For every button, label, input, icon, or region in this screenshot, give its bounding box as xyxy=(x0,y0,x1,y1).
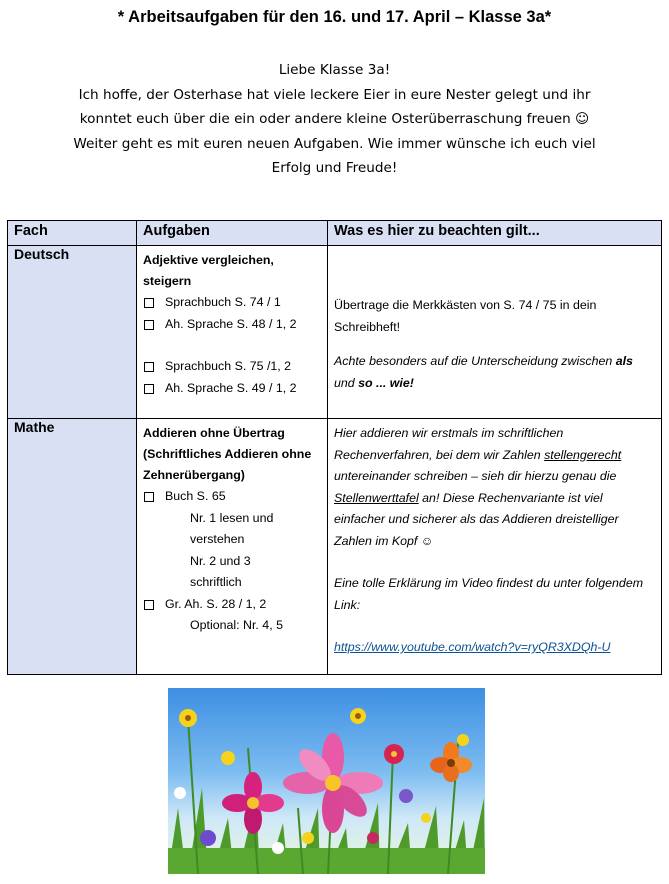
hint-text: Übertrage die Merkkästen von S. 74 / 75 in dein Schreibheft! xyxy=(334,298,597,334)
hints-deutsch xyxy=(328,246,662,419)
greeting-line: Erfolg und Freude! xyxy=(271,160,398,176)
checkbox-icon xyxy=(144,298,154,308)
checkbox-icon xyxy=(144,384,154,394)
table-row-deutsch xyxy=(8,246,662,419)
list-item: Ah. Sprache S. 49 / 1, 2 xyxy=(143,378,321,400)
hint-text: Achte besonders auf die Unterscheidung zwischen als und so ... wie! xyxy=(334,354,633,390)
list-item: Sprachbuch S. 74 / 1 xyxy=(143,292,321,314)
list-item: Ah. Sprache S. 48 / 1, 2 xyxy=(143,314,321,336)
greeting-line: Ich hoffe, der Osterhase hat viele leckere Eier in eure Nester gelegt und ihr xyxy=(78,86,591,103)
task-title: Adjektive vergleichen, steigern xyxy=(143,253,274,288)
sub-item: schriftlich xyxy=(190,575,242,589)
list-item: Buch S. 65 xyxy=(143,486,321,508)
task-title: Addieren ohne Übertrag (Schriftliches Addieren ohne Zehnerübergang) xyxy=(143,426,312,482)
sub-item: Optional: Nr. 4, 5 xyxy=(190,618,283,632)
video-hint: Eine tolle Erklärung im Video findest du unter folgendem Link: xyxy=(334,576,644,612)
greeting-line: Weiter geht es mit euren neuen Aufgaben. Wie immer wünsche ich euch viel xyxy=(73,135,596,152)
subject-deutsch: Deutsch xyxy=(8,246,137,419)
header-aufgaben: Aufgaben xyxy=(137,221,328,246)
sub-item: verstehen xyxy=(190,532,245,546)
list-item: Gr. Ah. S. 28 / 1, 2 xyxy=(143,594,321,616)
checkbox-icon xyxy=(144,492,154,502)
header-fach: Fach xyxy=(8,221,137,246)
tasks-mathe xyxy=(137,419,328,675)
checkbox-icon xyxy=(144,320,154,330)
youtube-link[interactable]: https://www.youtube.com/watch?v=ryQR3XDQh-U xyxy=(334,640,611,654)
sub-item: Nr. 2 und 3 xyxy=(190,553,251,568)
list-item: Sprachbuch S. 75 /1, 2 xyxy=(143,356,321,378)
flower-illustration xyxy=(168,688,485,874)
page-title: * Arbeitsaufgaben für den 16. und 17. April – Klasse 3a* xyxy=(117,8,552,26)
hints-mathe xyxy=(328,419,662,675)
tasks-deutsch xyxy=(137,246,328,419)
flower-meadow-photo xyxy=(168,688,485,874)
header-hinweise: Was es hier zu beachten gilt... xyxy=(328,221,662,246)
checkbox-icon xyxy=(144,362,154,372)
sub-item: Nr. 1 lesen und xyxy=(190,510,274,525)
greeting-line: konntet euch über die ein oder andere kleine Osterüberraschung freuen ☺ xyxy=(79,111,590,127)
greeting-line: Liebe Klasse 3a! xyxy=(278,62,391,78)
greeting-text xyxy=(20,58,649,181)
table-row-mathe xyxy=(8,419,662,675)
assignment-table xyxy=(7,220,662,675)
checkbox-icon xyxy=(144,600,154,610)
subject-mathe: Mathe xyxy=(8,419,137,675)
table-header-row xyxy=(8,221,662,246)
hint-text: Hier addieren wir erstmals im schriftlichen Rechenverfahren, bei dem wir Zahlen stellengerecht untereinander schreiben – sieh dir hierzu genau die Stellenwerttafel an! Diese Rechenvariante ist viel einfacher und sicherer als das Addieren dreistelliger Zahlen im Kopf ☺ xyxy=(334,426,622,548)
